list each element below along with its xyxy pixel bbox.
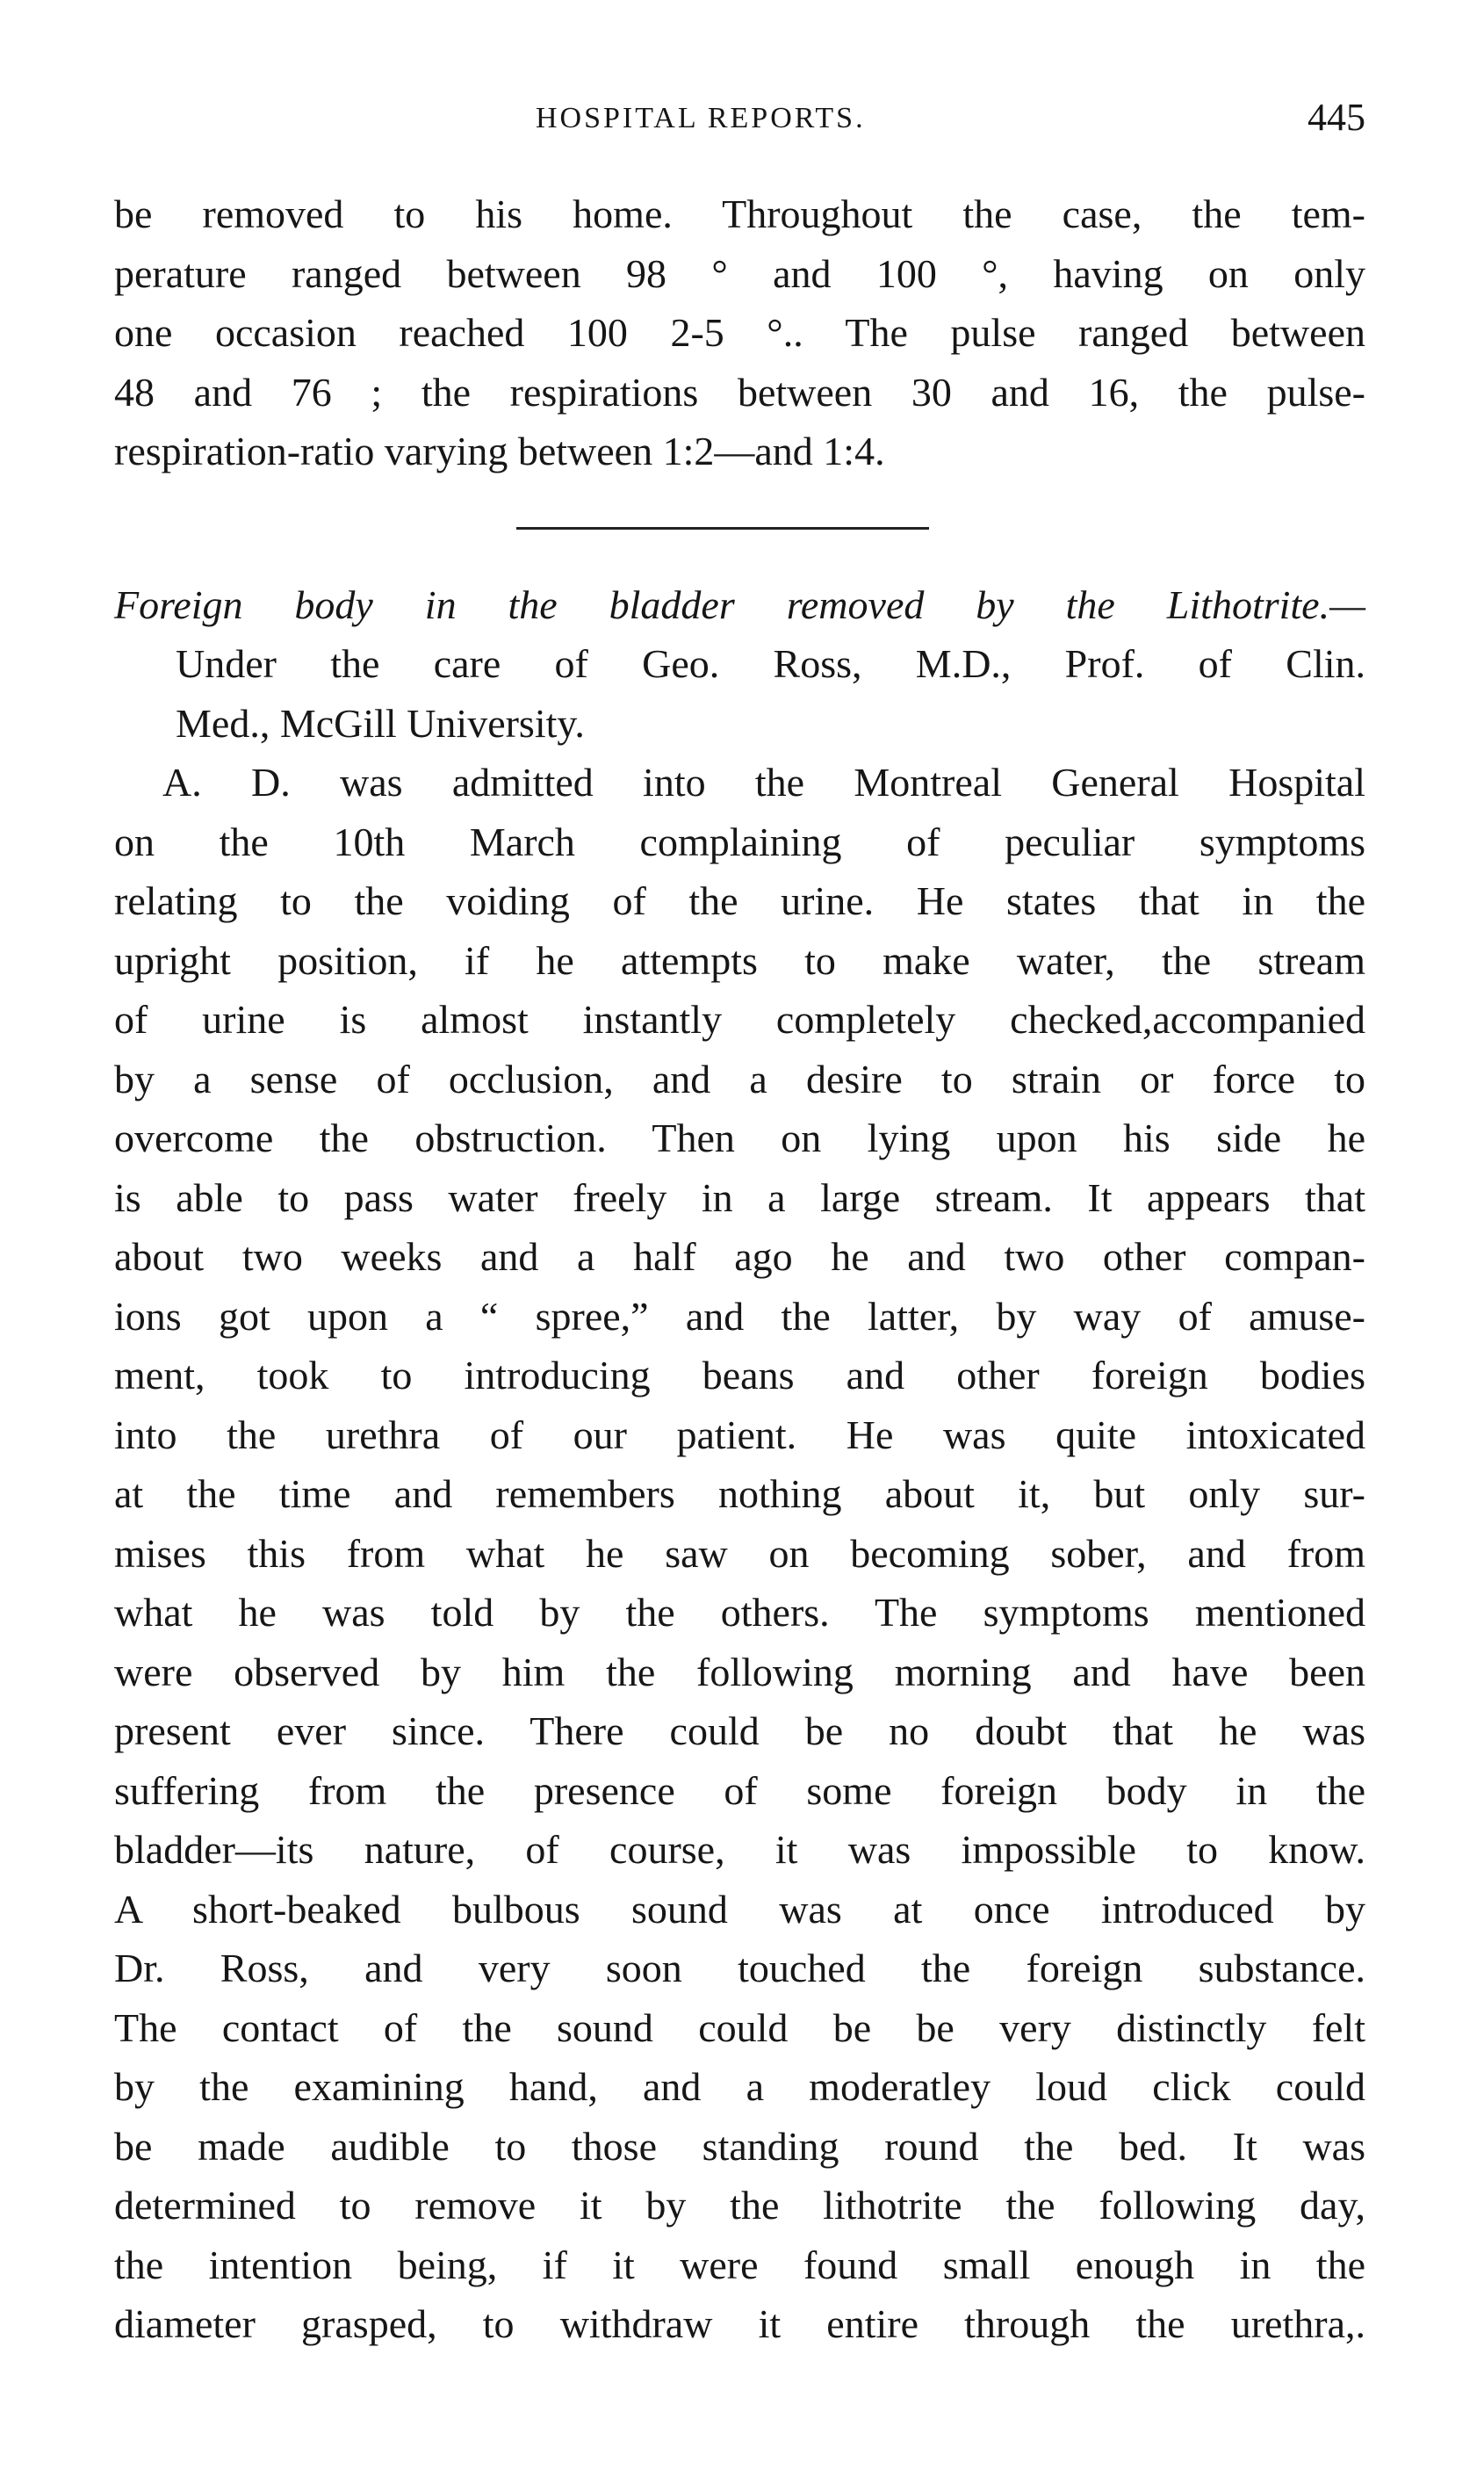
- running-title: HOSPITAL REPORTS.: [536, 102, 866, 134]
- first-paragraph: [114, 184, 1365, 481]
- text-line: by a sense of occlusion, and a desire to strain or force to: [114, 1056, 1365, 1101]
- text-line: The contact of the sound could be be very distinctly felt: [114, 2004, 1365, 2050]
- text-line: on the 10th March complaining of peculiar symptoms: [114, 819, 1365, 864]
- text-line: determined to remove it by the lithotrite the following day,: [114, 2183, 1365, 2228]
- text-line: diameter grasped, to withdraw it entire through the urethra,.: [114, 2301, 1365, 2346]
- body-text: [114, 184, 1365, 2354]
- text-line: about two weeks and a half ago he and two other compan-: [114, 1234, 1365, 1279]
- text-line: respiration-ratio varying between 1:2—and 1:4.: [114, 429, 885, 473]
- text-line: one occasion reached 100 2-5 °.. The pulse ranged between: [114, 310, 1365, 355]
- page-number: 445: [1308, 96, 1365, 139]
- text-line: upright position, if he attempts to make water, the stream: [114, 937, 1365, 983]
- text-line: by the examining hand, and a moderatley loud click could: [114, 2064, 1365, 2109]
- text-line: Dr. Ross, and very soon touched the foreign substance.: [114, 1946, 1365, 1990]
- case-affiliation: Med., McGill University.: [176, 700, 585, 746]
- text-line: suffering from the presence of some foreign body in the: [114, 1767, 1365, 1813]
- text-line: perature ranged between 98 ° and 100 °, having on only: [114, 250, 1365, 296]
- text-line: ment, took to introducing beans and other foreign bodies: [114, 1353, 1365, 1397]
- text-line: is able to pass water freely in a large stream. It appears that: [114, 1174, 1365, 1220]
- text-line: were observed by him the following morning and have been: [114, 1649, 1365, 1694]
- case-body: [114, 753, 1365, 2354]
- text-line: A. D. was admitted into the Montreal General Hospital: [162, 760, 1365, 805]
- text-line: into the urethra of our patient. He was quite intoxicated: [114, 1412, 1365, 1457]
- text-line: be made audible to those standing round the bed. It was: [114, 2123, 1365, 2169]
- text-line: overcome the obstruction. Then on lying upon his side he: [114, 1116, 1365, 1160]
- case-attending: Under the care of Geo. Ross, M.D., Prof. of Clin.: [176, 641, 1365, 686]
- text-line: be removed to his home. Throughout the case, the tem-: [114, 191, 1365, 236]
- text-line: at the time and remembers nothing about it, but only sur-: [114, 1471, 1365, 1516]
- text-line: ions got upon a “ spree,” and the latter, by way of amuse-: [114, 1293, 1365, 1339]
- text-line: mises this from what he saw on becoming sober, and from: [114, 1530, 1365, 1576]
- text-line: 48 and 76 ; the respirations between 30 and 16, the pulse-: [114, 369, 1365, 415]
- text-line: present ever since. There could be no doubt that he was: [114, 1708, 1365, 1753]
- text-line: A short-beaked bulbous sound was at once introduced by: [114, 1886, 1365, 1932]
- text-line: relating to the voiding of the urine. He states that in the: [114, 878, 1365, 923]
- text-line: bladder—its nature, of course, it was impossible to know.: [114, 1827, 1365, 1872]
- text-line: the intention being, if it were found small enough in the: [114, 2242, 1365, 2287]
- case-title: Foreign body in the bladder removed by the Lithotrite.—: [114, 581, 1365, 627]
- text-line: what he was told by the others. The symptoms mentioned: [114, 1590, 1365, 1635]
- case-heading: [114, 575, 1365, 754]
- text-line: of urine is almost instantly completely checked,accompanied: [114, 997, 1365, 1042]
- section-divider: [516, 527, 929, 530]
- running-head: [114, 95, 1365, 148]
